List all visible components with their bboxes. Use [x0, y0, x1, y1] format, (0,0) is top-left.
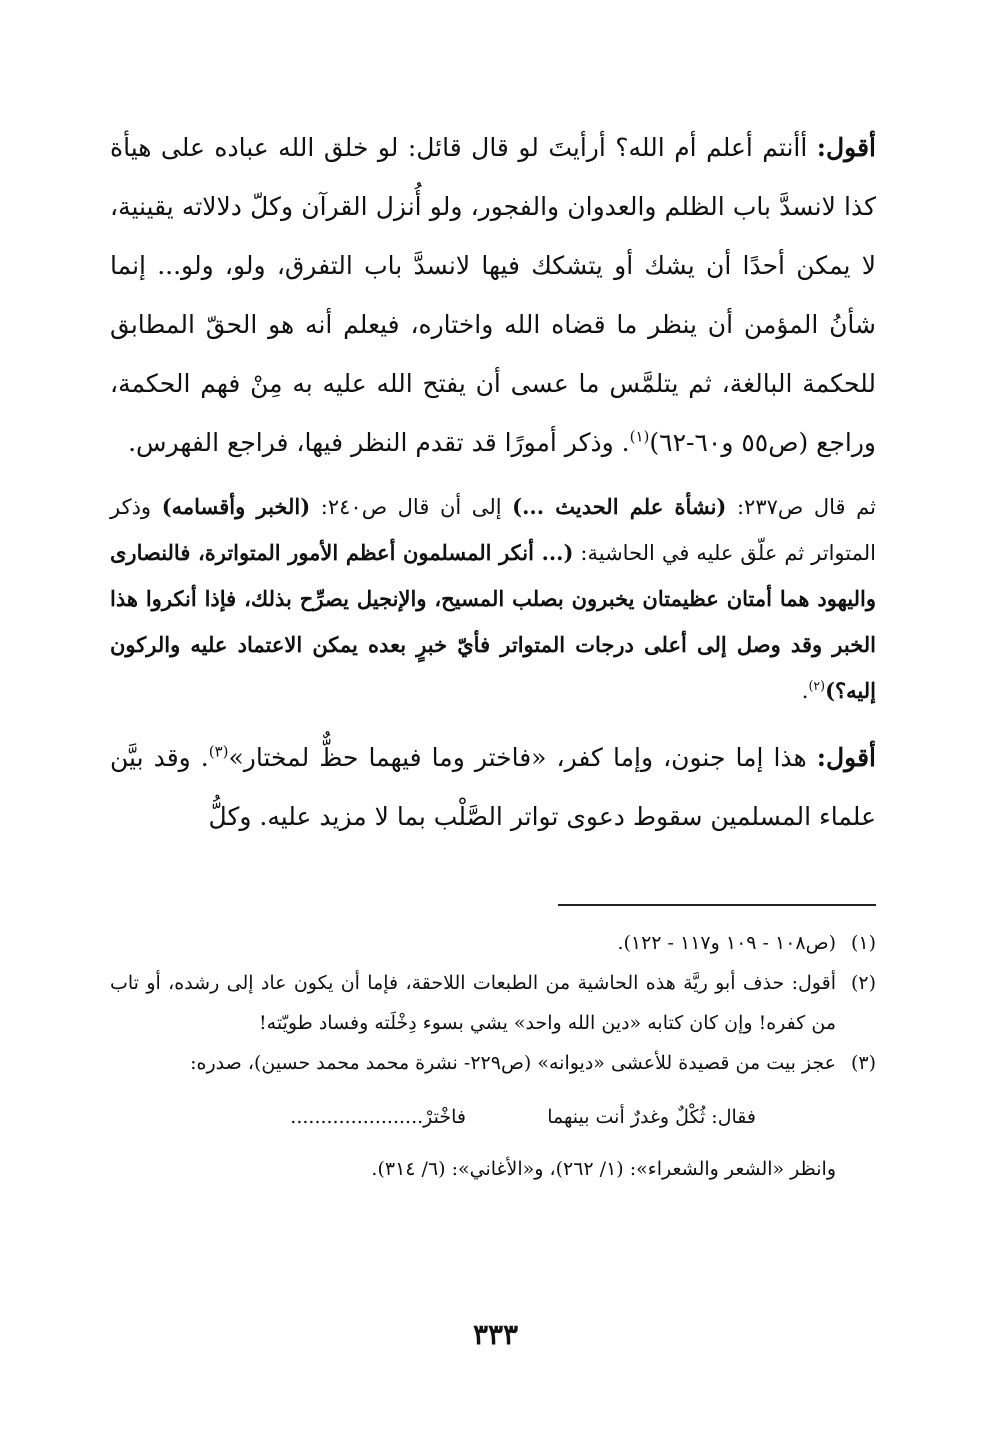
footnote-divider — [558, 904, 876, 906]
footnote-1 — [110, 923, 876, 963]
paragraph-2-label: أقول: — [816, 743, 876, 772]
footnote-3-number: (٣) — [850, 1052, 876, 1074]
footnote-3-text: عجز بيت من قصيدة للأعشى «ديوانه» (ص٢٢٩- نشرة محمد محمد حسين)، صدره: — [190, 1052, 836, 1074]
page-number: ٣٣٣ — [472, 1318, 519, 1351]
footnote-ref-3[interactable]: (٣) — [208, 742, 229, 761]
footnote-3 — [110, 1043, 876, 1083]
footnotes — [110, 923, 876, 1189]
verse-first-hemistich: فقال: ثُكْلٌ وغدرٌ أنت بينهما — [547, 1106, 756, 1128]
quote-title-2: (الخبر وأقسامه) — [161, 494, 311, 519]
quote-title-1: (نشأة علم الحديث ...) — [512, 494, 727, 519]
quote-bold-text: (... أنكر المسلمون أعظم الأمور المتواترة، فالنصارى واليهود هما أمتان عظيمتان يخبرون بصلب المسيح، والإنجيل يصرِّح بذلك، فإذا أنكروا هذا الخبر وقد وصل إلى أعلى درجات المتواتر فأيّ خبرٍ بعده يمكن الاعتماد عليه والركون إليه؟) — [110, 540, 876, 703]
footnote-ref-2[interactable]: (٢) — [808, 678, 826, 693]
quote-end: . — [801, 679, 809, 703]
quote-text: وذكر المتواتر ثم علّق عليه في الحاشية: — [110, 495, 876, 565]
footnote-2-number: (٢) — [850, 972, 876, 994]
footnote-1-number: (١) — [850, 932, 876, 954]
paragraph-1-tail: . وذكر أمورًا قد تقدم النظر فيها، فراجع الفهرس. — [128, 428, 630, 457]
footnote-2-text: أقول: حذف أبو ريَّة هذه الحاشية من الطبعات اللاحقة، فإما أن يكون عاد إلى رشده، أو تاب من كفره! وإن كان كتابه «دين الله واحد» يشي بسوء دِخْلَته وفساد طويّته! — [110, 972, 836, 1034]
footnote-2 — [110, 963, 876, 1043]
footnote-see-also: وانظر «الشعر والشعراء»: (١/ ٢٦٢)، و«الأغاني»: (٦/ ٣١٤). — [371, 1158, 836, 1180]
quoted-passage — [110, 484, 876, 714]
poetry-verse — [110, 1097, 876, 1137]
paragraph-2 — [110, 728, 876, 846]
quote-mid: إلى أن قال ص٢٤٠: — [310, 495, 513, 519]
main-text — [110, 118, 876, 846]
paragraph-2-text: هذا إما جنون، وإما كفر، «فاختر وما فيهما حظٌّ لمختار» — [228, 743, 817, 772]
paragraph-2-tail: . وقد بيَّن علماء المسلمين سقوط دعوى تواتر الصَّلْب بما لا مزيد عليه. وكلُّ — [110, 743, 876, 831]
quote-intro: ثم قال ص٢٣٧: — [726, 495, 876, 519]
footnote-1-text: (ص١٠٨ - ١٠٩ و١١٧ - ١٢٢). — [617, 932, 836, 954]
verse-second-hemistich: فاخْترْ...................... — [290, 1106, 466, 1128]
paragraph-1 — [110, 118, 876, 472]
paragraph-1-label: أقول: — [816, 133, 876, 162]
paragraph-1-text: أأنتم أعلم أم الله؟ أرأيتَ لو قال قائل: لو خلق الله عباده على هيأة كذا لانسدَّ باب الظلم والعدوان والفجور، ولو أُنزل القرآن وكلّ دلالاته يقينية، لا يمكن أحدًا أن يشك أو يتشكك فيها لانسدَّ باب التفرق، ولو، ولو... إنما شأنُ المؤمن أن ينظر ما قضاه الله واختاره، فيعلم أنه هو الحقّ المطابق للحكمة البالغة، ثم يتلمَّس ما عسى أن يفتح الله عليه به مِنْ فهم الحكمة، وراجع (ص٥٥ و٦٠-٦٢) — [110, 133, 876, 457]
footnote-ref-1[interactable]: (١) — [629, 427, 650, 446]
